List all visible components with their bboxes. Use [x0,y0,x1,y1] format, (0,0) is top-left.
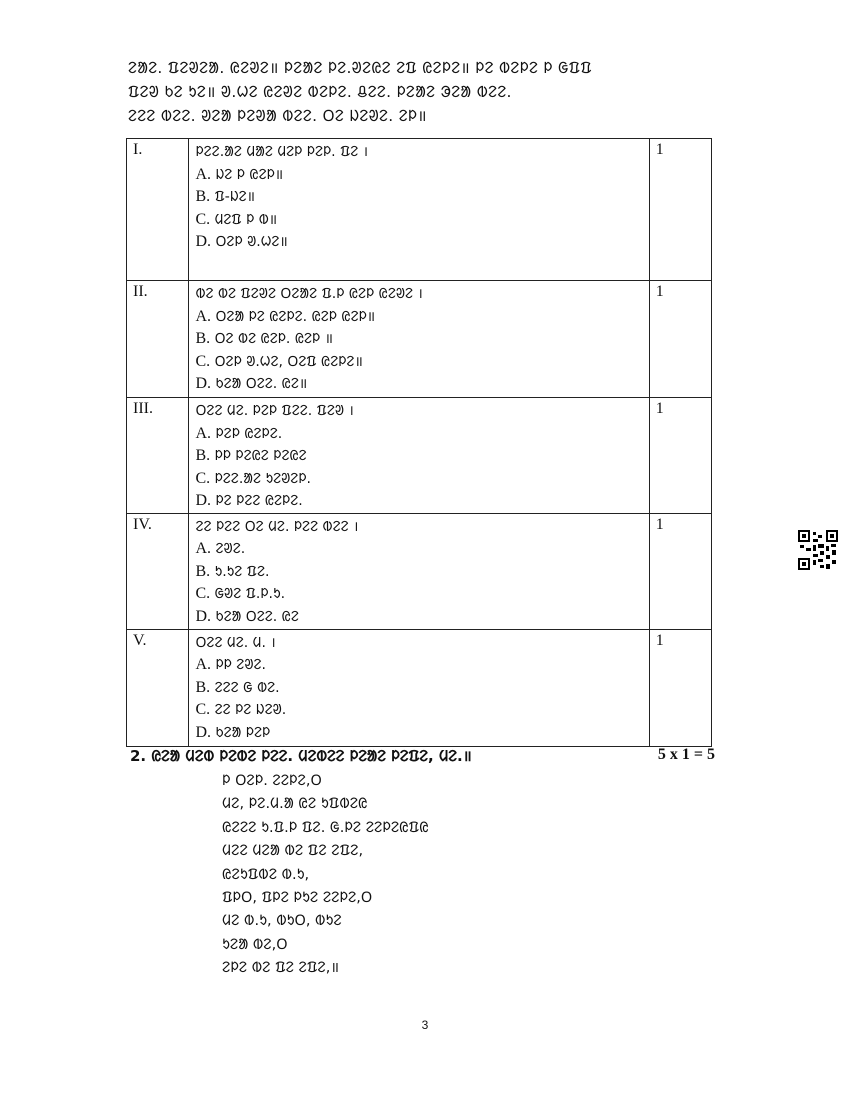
question-stem: ᱛᱮᱮ ᱢᱮ. ᱢ. । [195,634,276,651]
option-text: ᱛᱮᱞ ᱣ.ᱦᱮ॥ [215,234,288,250]
option-label: B. [195,678,211,696]
option-label: B. [195,188,211,205]
option [195,583,642,606]
option-text: ᱠᱮᱟ ᱛᱮᱮ. ᱭᱮ॥ [215,376,308,392]
question-number: II. [127,281,189,398]
poem-line: ᱩᱮᱟ ᱵᱮ,ᱛ [222,936,288,953]
question-stem: ᱞᱮᱮ.ᱟᱮ ᱢᱟᱮ ᱢᱮᱞ ᱞᱮᱞ. ᱯᱮ । [195,144,369,160]
option [195,654,642,677]
option [195,606,642,629]
question-stem: ᱵᱮ ᱵᱮ ᱯᱮᱣᱮ ᱛᱮᱟᱮ ᱯ.ᱞ ᱭᱮᱞ ᱭᱮᱣᱮ । [195,286,423,302]
option-label: C. [195,210,211,228]
intro-line: ᱮᱟᱮ. ᱯᱮᱣᱮᱟ. ᱭᱮᱣᱮ॥ ᱞᱮᱟᱮ ᱞᱮ.ᱣᱮᱭᱮ ᱮᱯ ᱭᱮᱞᱮ॥ ᱞᱮ ᱵᱮᱞᱮ ᱞ ᱜᱯᱯ [128,59,592,77]
option-label: D. [195,492,212,509]
option-text: ᱞᱮᱞ ᱭᱮᱞᱮ. [215,425,283,442]
poem-line: ᱢᱮ ᱵ.ᱩ, ᱵᱩᱛ, ᱵᱩᱮ [222,913,342,930]
option-text: ᱩ.ᱩᱮ ᱯᱮ. [214,563,270,580]
question-row [127,398,712,514]
question-marks: 1 [649,513,711,629]
intro-line: ᱮᱮᱮ ᱵᱮᱮ. ᱣᱮᱟ ᱞᱮᱣᱟ ᱵᱮᱮ. ᱛᱮ ᱡᱮᱣᱮ. ᱮᱞ॥ [128,107,427,125]
option-label: D. [195,607,212,625]
option-label: C. [195,352,211,370]
option [195,231,642,254]
option-text: ᱜᱣᱮ ᱯ.ᱞ.ᱩ. [214,586,286,602]
option-label: D. [195,723,212,741]
qr-code-graphic [798,530,838,570]
option [195,445,642,468]
option [195,164,642,187]
question-marks: 1 [649,629,711,746]
poem-line: ᱢᱮ, ᱞᱮ.ᱢ.ᱟ ᱭᱮ ᱩᱯᱵᱮᱭ [222,796,368,813]
question-number: IV. [127,513,189,629]
intro-paragraph [128,56,728,128]
question-number: III. [127,398,189,514]
option-text: ᱠᱮᱟ ᱞᱮᱞ [215,724,271,741]
option [195,699,642,722]
option-label: A. [195,307,212,325]
option-text: ᱯ-ᱡᱮ॥ [214,189,256,205]
option-text: ᱮᱮᱮ ᱜ ᱵᱮ. [214,679,280,696]
option [195,677,642,700]
option-text: ᱞᱞ ᱮᱣᱮ. [215,657,266,673]
poem-line: ᱞ ᱛᱮᱞ. ᱮᱮᱞᱮ,ᱛ [222,773,322,789]
option-text: ᱛᱮᱞ ᱣ.ᱦᱮ, ᱛᱮᱯ ᱭᱮᱞᱮ॥ [214,353,363,370]
option-label: C. [195,701,211,718]
option-text: ᱞᱮᱮ.ᱟᱮ ᱩᱮᱣᱮᱞ. [214,470,311,487]
option-label: B. [195,447,211,464]
option-text: ᱢᱮᱯ ᱞ ᱵ॥ [214,211,278,228]
option-label: A. [195,656,212,673]
option [195,186,642,209]
option [195,538,642,561]
question-row [127,513,712,629]
option [195,209,642,232]
option-label: B. [195,562,211,580]
poem-passage [222,770,429,981]
option [195,306,642,329]
question-number: V. [127,629,189,746]
questions-table [126,138,712,747]
section-2-heading [130,746,715,766]
question-marks: 1 [649,281,711,398]
poem-line: ᱭᱮᱮᱮ ᱩ.ᱯ.ᱞ ᱯᱮ. ᱜ.ᱞᱮ ᱮᱮᱞᱮᱭᱯᱭ [222,819,429,836]
option-text: ᱠᱮᱟ ᱛᱮᱮ. ᱭᱮ [215,608,299,625]
question-row [127,139,712,281]
option-text: ᱮᱮ ᱞᱮ ᱡᱮᱣ. [214,702,287,718]
section-2-marks: 5 x 1 = 5 [657,746,715,763]
question-number: I. [127,139,189,281]
option [195,561,642,584]
question-stem: ᱛᱮᱮ ᱢᱮ. ᱞᱮᱞ ᱯᱮᱮ. ᱯᱮᱣ । [195,403,354,419]
option [195,468,642,491]
page-number: 3 [421,1018,429,1032]
option-label: A. [195,165,212,183]
option [195,490,642,513]
option-text: ᱡᱮ ᱞ ᱭᱮᱞ॥ [215,166,284,183]
option-label: A. [195,424,212,442]
poem-line: ᱢᱮᱮ ᱢᱮᱟ ᱵᱮ ᱯᱮ ᱮᱯᱮ, [222,843,364,860]
option-text: ᱛᱮ ᱵᱮ ᱭᱮᱞ. ᱭᱮᱞ ॥ [214,331,334,347]
question-body [189,513,649,629]
poem-line: ᱭᱮᱩᱯᱵᱮ ᱵ.ᱩ, [222,866,310,883]
poem-line: ᱮᱞᱮ ᱵᱮ ᱯᱮ ᱮᱯᱮ,॥ [222,960,340,977]
option-label: C. [195,469,211,487]
question-body [189,398,649,514]
intro-line: ᱯᱮᱣ ᱠᱮ ᱩᱮ॥ ᱣ.ᱦᱮ ᱭᱮᱣᱮ ᱵᱮᱞᱮ. ᱪᱮᱮ. ᱞᱮᱟᱮ ᱳᱮᱟ ᱵᱮᱮ. [128,83,512,101]
option-label: B. [195,330,211,347]
question-marks: 1 [649,398,711,514]
option-label: D. [195,375,212,392]
option-label: A. [195,540,212,557]
option [195,722,642,745]
qr-code-icon [798,530,838,570]
option-text: ᱮᱣᱮ. [215,541,246,557]
question-body [189,629,649,746]
option [195,328,642,351]
question-body [189,281,649,398]
question-stem: ᱮᱮ ᱞᱮᱮ ᱛᱮ ᱢᱮ. ᱞᱮᱮ ᱵᱮᱮ । [195,518,359,535]
question-body [189,139,649,281]
option-text: ᱛᱮᱟ ᱞᱮ ᱭᱮᱞᱮ. ᱭᱮᱞ ᱭᱮᱞ॥ [215,308,376,325]
option [195,351,642,374]
section-2-title: 2. ᱭᱮᱟ ᱢᱮᱵ ᱞᱮᱵᱮ ᱞᱮᱮ. ᱢᱮᱵᱮᱮ ᱞᱮᱟᱮ ᱞᱮᱯᱮ, ᱢᱮ.॥ [130,747,472,765]
option [195,373,642,396]
option-label: D. [195,233,212,250]
option-text: ᱞᱮ ᱞᱮᱮ ᱭᱮᱞᱮ. [215,493,303,509]
question-row [127,629,712,746]
poem-line: ᱯᱞᱛ, ᱯᱞᱮ ᱞᱩᱮ ᱮᱮᱞᱮ,ᱛ [222,890,373,907]
option-text: ᱞᱞ ᱞᱮᱭᱮ ᱞᱮᱭᱮ [214,448,307,464]
option [195,423,642,446]
question-row [127,281,712,398]
option-label: C. [195,585,211,602]
question-marks: 1 [649,139,711,281]
